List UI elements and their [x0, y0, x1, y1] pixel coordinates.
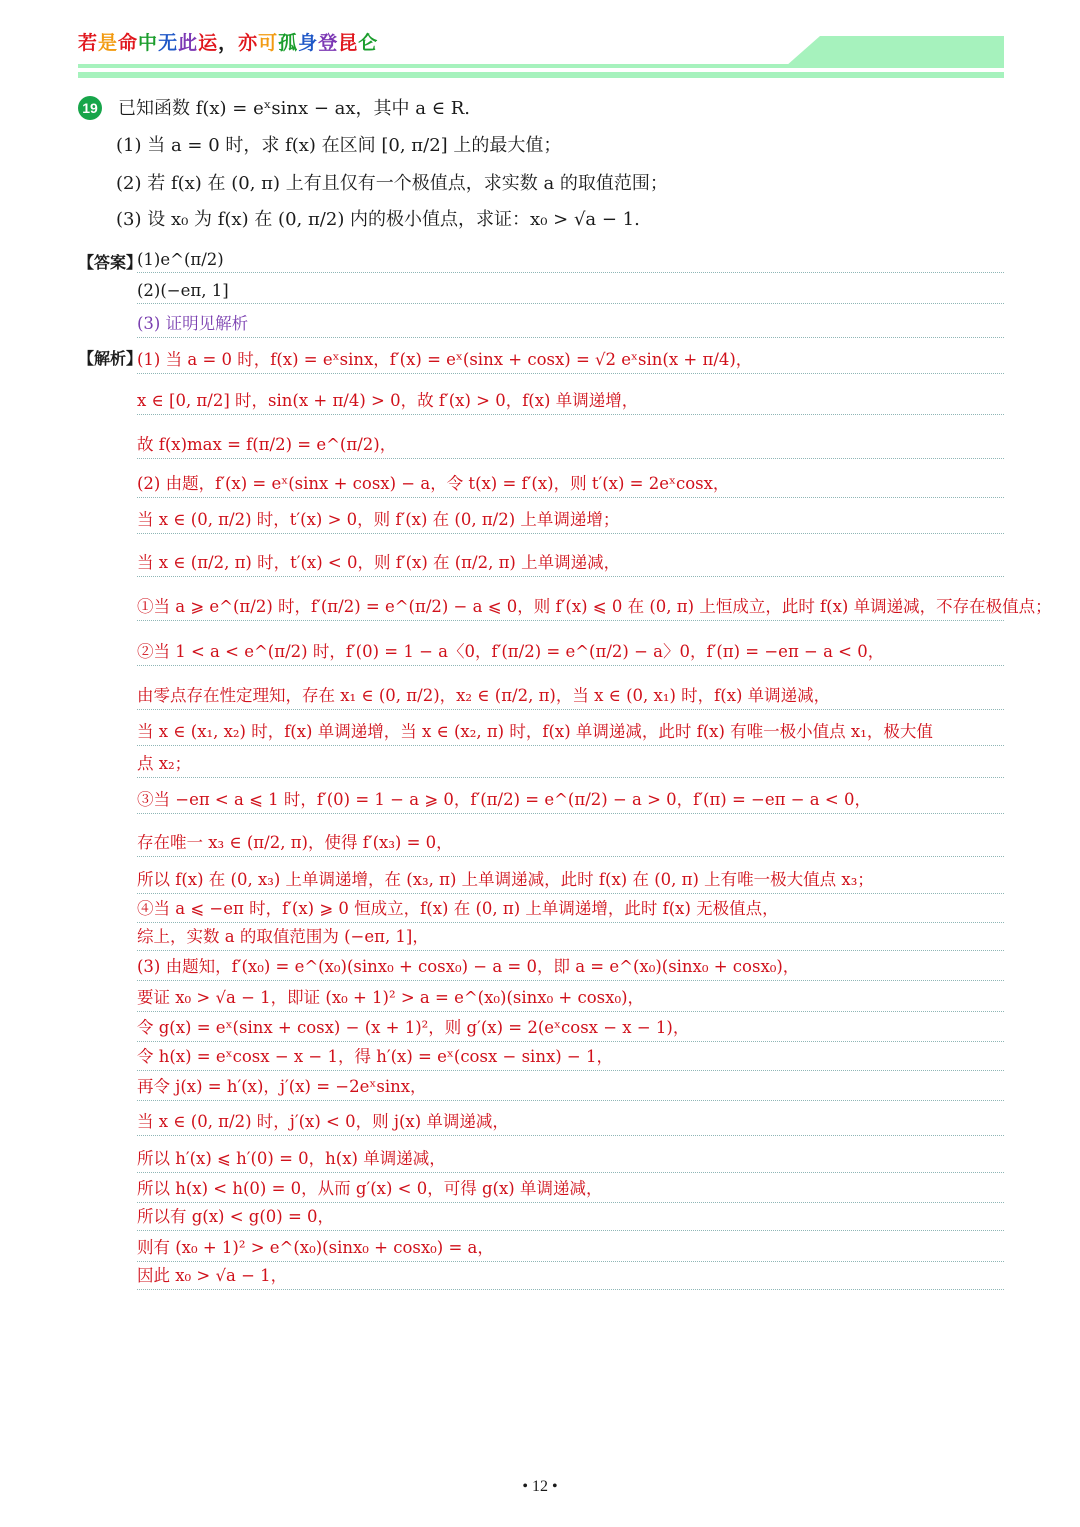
analysis-line: (1) 当 a = 0 时，f(x) = eˣsinx，f′(x) = eˣ(sinx + cosx) = √2 eˣsin(x + π/4)， — [137, 346, 1004, 374]
motto-char: 此 — [178, 32, 199, 54]
analysis-line: 则有 (x₀ + 1)² > e^(x₀)(sinx₀ + cosx₀) = a， — [137, 1234, 1004, 1262]
analysis-line: x ∈ [0, π/2] 时，sin(x + π/4) > 0，故 f′(x) > 0，f(x) 单调递增， — [137, 387, 1004, 415]
motto-char: 若 — [78, 32, 99, 54]
analysis-line: 令 h(x) = eˣcosx − x − 1，得 h′(x) = eˣ(cosx − sinx) − 1， — [137, 1043, 1004, 1071]
analysis-line: 令 g(x) = eˣ(sinx + cosx) − (x + 1)²，则 g′(x) = 2(eˣcosx − x − 1)， — [137, 1014, 1004, 1042]
analysis-line: ④当 a ⩽ −eᴨ 时，f′(x) ⩾ 0 恒成立，f(x) 在 (0, π) 上单调递增，此时 f(x) 无极值点， — [137, 895, 1004, 923]
analysis-line: 所以 f(x) 在 (0, x₃) 上单调递增，在 (x₃, π) 上单调递减，此时 f(x) 在 (0, π) 上有唯一极大值点 x₃； — [137, 866, 1004, 894]
page-header — [0, 0, 1080, 90]
analysis-line: 所以 h(x) < h(0) = 0，从而 g′(x) < 0，可得 g(x) 单调递减， — [137, 1175, 1004, 1203]
answer-1: (1)e^(π/2) — [137, 250, 1004, 273]
analysis-line: ②当 1 < a < e^(π/2) 时，f′(0) = 1 − a〈0，f′(π/2) = e^(π/2) − a〉0，f′(π) = −eᴨ − a < 0， — [137, 638, 1004, 666]
motto-char: 命 — [118, 32, 139, 54]
motto-char: 是 — [98, 32, 119, 54]
motto-char: 可 — [258, 32, 279, 54]
motto-char: 登 — [318, 32, 339, 54]
analysis-line: 要证 x₀ > √a − 1，即证 (x₀ + 1)² > a = e^(x₀)(sinx₀ + cosx₀)， — [137, 984, 1004, 1012]
problem-number: 19 — [78, 96, 102, 120]
answer-label: 【答案】 — [78, 253, 143, 272]
analysis-line: 故 f(x)max = f(π/2) = e^(π/2)， — [137, 431, 1004, 459]
analysis-line: 综上，实数 a 的取值范围为 (−eᴨ, 1]， — [137, 923, 1004, 951]
motto-char: 孤 — [278, 32, 299, 54]
analysis-line: 存在唯一 x₃ ∈ (π/2, π)，使得 f′(x₃) = 0， — [137, 829, 1004, 857]
answer-2: (2)(−eᴨ, 1] — [137, 281, 1004, 304]
motto-char: 无 — [158, 32, 179, 54]
motto-char: 中 — [138, 32, 159, 54]
analysis-line: (2) 由题，f′(x) = eˣ(sinx + cosx) − a，令 t(x) = f′(x)，则 t′(x) = 2eˣcosx， — [137, 470, 1004, 498]
page-number: • 12 • — [522, 1478, 558, 1495]
analysis-line: 因此 x₀ > √a − 1， — [137, 1262, 1004, 1290]
analysis-line: 当 x ∈ (0, π/2) 时，j′(x) < 0，则 j(x) 单调递减， — [137, 1108, 1004, 1136]
analysis-line: 当 x ∈ (0, π/2) 时，t′(x) > 0，则 f′(x) 在 (0, π/2) 上单调递增； — [137, 506, 1004, 534]
question-1: (1) 当 a = 0 时，求 f(x) 在区间 [0, π/2] 上的最大值； — [116, 135, 562, 156]
motto-char: 运 — [198, 32, 219, 54]
header-motto — [78, 28, 378, 55]
motto-char: ， — [218, 32, 239, 54]
motto-char: 身 — [298, 32, 319, 54]
analysis-line: 当 x ∈ (x₁, x₂) 时，f(x) 单调递增，当 x ∈ (x₂, π) 时，f(x) 单调递减，此时 f(x) 有唯一极小值点 x₁，极大值 — [137, 718, 1004, 746]
analysis-line: 再令 j(x) = h′(x)，j′(x) = −2eˣsinx， — [137, 1073, 1004, 1101]
analysis-line: ③当 −eᴨ < a ⩽ 1 时，f′(0) = 1 − a ⩾ 0，f′(π/2) = e^(π/2) − a > 0，f′(π) = −eᴨ − a < 0， — [137, 786, 1004, 814]
question-3: (3) 设 x₀ 为 f(x) 在 (0, π/2) 内的极小值点，求证：x₀ > √a − 1. — [116, 209, 640, 230]
answer-3: (3) 证明见解析 — [137, 310, 1004, 338]
analysis-line: 所以 h′(x) ⩽ h′(0) = 0，h(x) 单调递减， — [137, 1145, 1004, 1173]
motto-char: 亦 — [238, 32, 259, 54]
problem-stem: 已知函数 f(x) = eˣsinx − ax，其中 a ∈ R. — [118, 98, 471, 119]
analysis-label: 【解析】 — [78, 349, 143, 368]
analysis-line: 点 x₂； — [137, 750, 1004, 778]
analysis-line: (3) 由题知，f′(x₀) = e^(x₀)(sinx₀ + cosx₀) − a = 0，即 a = e^(x₀)(sinx₀ + cosx₀)， — [137, 953, 1004, 981]
motto-char: 仑 — [358, 32, 379, 54]
analysis-line: ①当 a ⩾ e^(π/2) 时，f′(π/2) = e^(π/2) − a ⩽ 0，则 f′(x) ⩽ 0 在 (0, π) 上恒成立，此时 f(x) 单调递减，不存在极值点； — [137, 593, 1004, 621]
question-2: (2) 若 f(x) 在 (0, π) 上有且仅有一个极值点，求实数 a 的取值范围； — [116, 173, 668, 194]
analysis-line: 所以有 g(x) < g(0) = 0， — [137, 1203, 1004, 1231]
analysis-line: 当 x ∈ (π/2, π) 时，t′(x) < 0，则 f′(x) 在 (π/2, π) 上单调递减， — [137, 549, 1004, 577]
motto-char: 昆 — [338, 32, 359, 54]
analysis-line: 由零点存在性定理知，存在 x₁ ∈ (0, π/2)，x₂ ∈ (π/2, π)，当 x ∈ (0, x₁) 时，f(x) 单调递减， — [137, 682, 1004, 710]
